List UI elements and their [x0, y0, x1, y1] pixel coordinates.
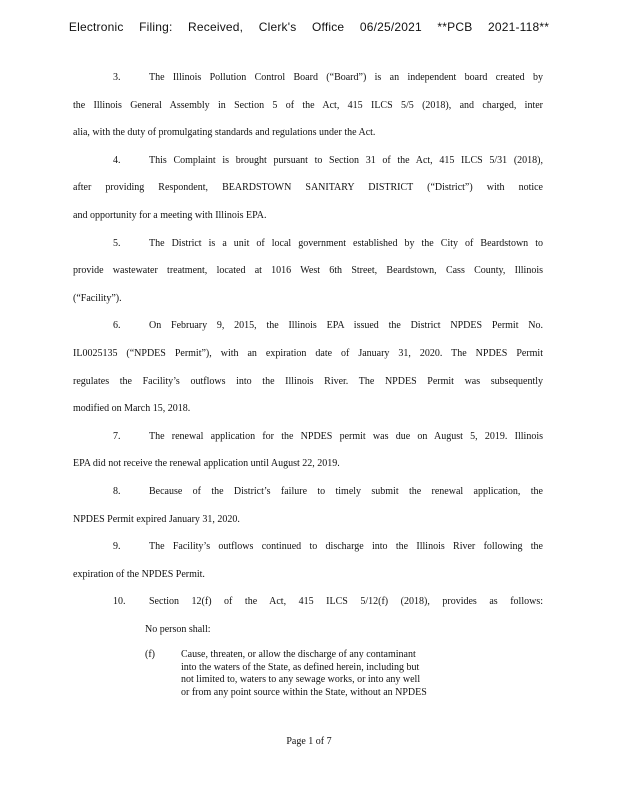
paragraph-line: IL0025135 (“NPDES Permit”), with an expiration date of January 31, 2020. The NPDES Permit [73, 347, 543, 359]
paragraph-4 [73, 153, 543, 236]
paragraph-number: 9. [113, 541, 121, 553]
paragraph-line: 9. The Facility’s outflows continued to discharge into the Illinois River following the [73, 539, 543, 567]
provision-text [181, 649, 471, 699]
paragraph-8 [73, 484, 543, 539]
paragraph-number: 6. [113, 320, 121, 332]
provision-line: not limited to, waters to any sewage works, or into any well [181, 674, 421, 686]
paragraph-line: alia, with the duty of promulgating standards and regulations under the Act. [73, 127, 376, 139]
paragraph-7 [73, 429, 543, 484]
paragraph-line: (“Facility”). [73, 292, 122, 304]
paragraph-number: 8. [113, 485, 121, 497]
paragraph-3 [73, 70, 543, 153]
paragraph-line: expiration of the NPDES Permit. [73, 568, 205, 580]
quoted-provision [73, 649, 543, 699]
paragraph-number: 7. [113, 430, 121, 442]
paragraph-number: 4. [113, 154, 121, 166]
paragraph-line: NPDES Permit expired January 31, 2020. [73, 513, 240, 525]
filing-header: Electronic Filing: Received, Clerk's Office 06/25/2021 **PCB 2021-118** [68, 20, 550, 34]
paragraph-number: 10. [113, 596, 126, 608]
paragraph-line: EPA did not receive the renewal application until August 22, 2019. [73, 458, 340, 470]
paragraph-number: 3. [113, 72, 121, 83]
paragraph-line: provide wastewater treatment, located at 1016 West 6th Street, Beardstown, Cass County, Illinois [73, 265, 543, 277]
paragraph-10 [73, 594, 543, 622]
provision-line: or from any point source within the State, without an NPDES [181, 686, 427, 698]
no-person-heading: No person shall: [145, 623, 211, 635]
provision-line: Cause, threaten, or allow the discharge of any contaminant [181, 649, 416, 661]
paragraph-line: the Illinois General Assembly in Section 5 of the Act, 415 ILCS 5/5 (2018), and charged, inter [73, 99, 543, 111]
paragraph-line: 10. Section 12(f) of the Act, 415 ILCS 5/12(f) (2018), provides as follows: [73, 594, 543, 622]
document-body [73, 70, 543, 699]
paragraph-6 [73, 318, 543, 428]
paragraph-9 [73, 539, 543, 594]
page-number: Page 1 of 7 [286, 736, 332, 747]
paragraph-line: and opportunity for a meeting with Illinois EPA. [73, 209, 267, 221]
paragraph-line: 5. The District is a unit of local government established by the City of Beardstown to [73, 236, 543, 264]
paragraph-line: regulates the Facility’s outflows into the Illinois River. The NPDES Permit was subsequently [73, 375, 543, 387]
paragraph-line: 7. The renewal application for the NPDES permit was due on August 5, 2019. Illinois [73, 429, 543, 457]
paragraph-line: modified on March 15, 2018. [73, 403, 191, 415]
paragraph-line: after providing Respondent, BEARDSTOWN SANITARY DISTRICT (“District”) with notice [73, 182, 543, 194]
paragraph-line: 6. On February 9, 2015, the Illinois EPA issued the District NPDES Permit No. [73, 318, 543, 346]
paragraph-line: 4. This Complaint is brought pursuant to Section 31 of the Act, 415 ILCS 5/31 (2018), [73, 153, 543, 181]
provision-label: (f) [145, 649, 155, 661]
provision-line: into the waters of the State, as defined herein, including but [181, 661, 420, 673]
paragraph-line: 8. Because of the District’s failure to timely submit the renewal application, the [73, 484, 543, 512]
paragraph-line: 3. The Illinois Pollution Control Board (“Board”) is an independent board created by [73, 70, 543, 98]
paragraph-5 [73, 236, 543, 319]
paragraph-number: 5. [113, 237, 121, 249]
